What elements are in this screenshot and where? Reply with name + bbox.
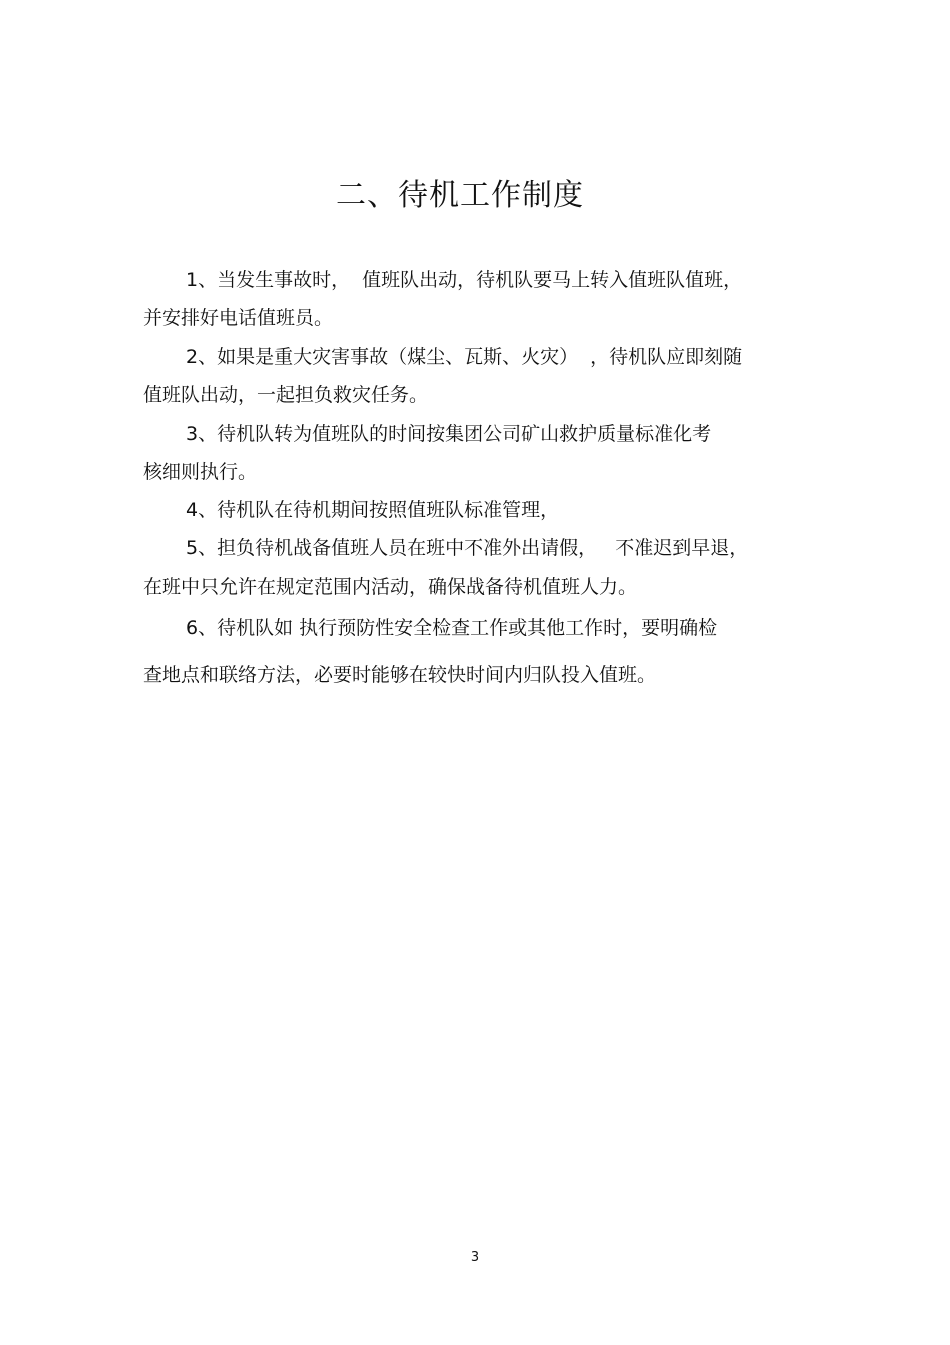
paragraph-2-line-2: 值班队出动，一起担负救灾任务。 — [143, 384, 429, 406]
paragraph-1-line-1: 1、当发生事故时， 值班队出动，待机队要马上转入值班队值班， — [186, 269, 743, 291]
paragraph-5-line-2: 在班中只允许在规定范围内活动，确保战备待机值班人力。 — [143, 576, 638, 598]
paragraph-2-line-1: 2、如果是重大灾害事故（煤尘、瓦斯、火灾） ，待机队应即刻随 — [186, 346, 743, 368]
paragraph-6-line-1: 6、待机队如 执行预防性安全检查工作或其他工作时，要明确检 — [186, 617, 718, 639]
page-number: 3 — [470, 1250, 480, 1265]
paragraph-4-line-1: 4、待机队在待机期间按照值班队标准管理， — [186, 499, 560, 521]
paragraph-6-line-2: 查地点和联络方法，必要时能够在较快时间内归队投入值班。 — [143, 664, 657, 686]
paragraph-5-line-1: 5、担负待机战备值班人员在班中不准外出请假， 不准迟到早退， — [186, 537, 749, 559]
page-title: 二、待机工作制度 — [336, 178, 584, 213]
paragraph-3-line-2: 核细则执行。 — [143, 461, 258, 483]
paragraph-1-line-2: 并安排好电话值班员。 — [143, 307, 334, 329]
paragraph-3-line-1: 3、待机队转为值班队的时间按集团公司矿山救护质量标准化考 — [186, 423, 712, 445]
